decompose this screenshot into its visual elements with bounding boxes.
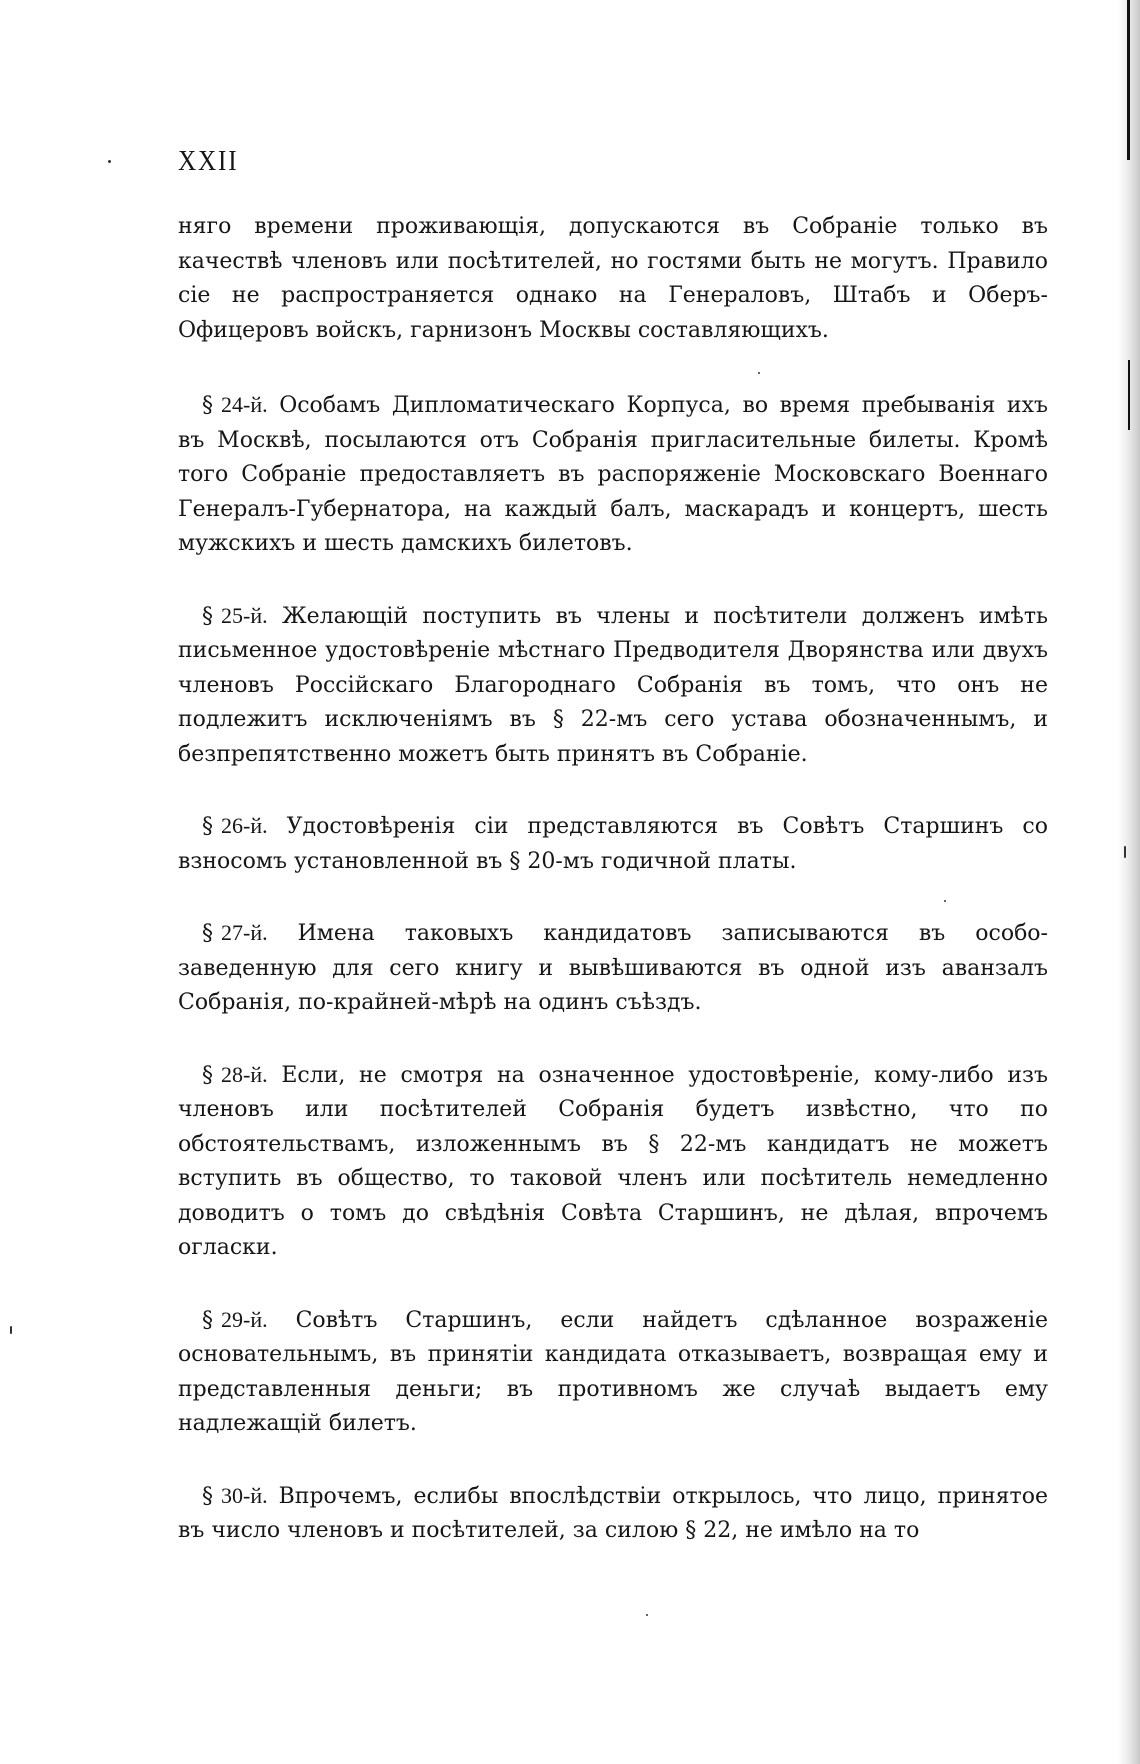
section-26: [178, 809, 1048, 879]
page-edge-shadow: [1118, 0, 1140, 1764]
paragraph-text: няго времени проживающія, допускаются въ Собраніе только въ качествѣ членовъ или посѣтителей, но гостями быть не могутъ. Правило сіе не распространяется однако на Генераловъ, Штабъ и Оберъ-Офицеровъ войскъ, гарнизонъ Москвы составляющихъ.: [178, 214, 1048, 343]
section-number: 25-й.: [221, 602, 268, 628]
section-number: 28-й.: [221, 1061, 268, 1087]
paragraph-text: Впрочемъ, еслибы впослѣдствіи открылось, что лицо, принятое въ число членовъ и посѣтителей, за силою § 22, не имѣло на то: [178, 1483, 1048, 1543]
paragraph-text: Желающій поступить въ члены и посѣтители долженъ имѣть письменное удостовѣреніе мѣстнаго Предводителя Дворянства или двухъ членовъ Россійскаго Благороднаго Собранія въ томъ, что онъ не подлежитъ исключеніямъ въ § 22-мъ сего устава обозначеннымъ, и безпрепятственно можетъ быть принятъ въ Собраніе.: [178, 603, 1049, 767]
section-number: 26-й.: [221, 813, 268, 838]
ink-speck: [108, 160, 111, 163]
section-number: 29-й.: [221, 1306, 268, 1332]
page-edge-line: [1128, 360, 1130, 430]
paragraph-text: Имена таковыхъ кандидатовъ записываются въ особо-заведенную для сего книгу и вывѣшиваются въ одной изъ аванзалъ Собранія, по-крайней-мѣрѣ на одинъ съѣздъ.: [178, 921, 1048, 1015]
section-sign: §: [202, 603, 213, 629]
page-edge-line: [1127, 0, 1130, 160]
section-25: [178, 599, 1048, 773]
section-sign: §: [202, 814, 213, 839]
paragraph-text: Удостовѣренія сіи представляются въ Совѣтъ Старшинъ со взносомъ установленной въ § 20-мъ годичной платы.: [178, 814, 1048, 874]
section-30: [178, 1479, 1048, 1549]
section-27: [178, 916, 1048, 1021]
paragraph-continuation: [178, 210, 1048, 348]
section-number: 30-й.: [221, 1482, 268, 1508]
paragraph-text: Особамъ Дипломатическаго Корпуса, во время пребыванія ихъ въ Москвѣ, посылаются отъ Собранія пригласительные билеты. Кромѣ того Собраніе предоставляетъ въ распоряженіе Московскаго Военнаго Генералъ-Губернатора, на каждый балъ, маскарадъ и концертъ, шесть мужскихъ и шесть дамскихъ билетовъ.: [178, 393, 1048, 556]
section-28: [178, 1058, 1048, 1266]
page-number-roman: XXII: [178, 146, 239, 177]
section-sign: §: [202, 1062, 213, 1088]
section-24: [178, 388, 1048, 562]
section-number: 24-й.: [221, 392, 268, 417]
ink-speck: [1124, 846, 1126, 858]
ink-speck: [10, 1326, 12, 1334]
section-sign: §: [202, 921, 213, 946]
section-sign: §: [202, 1483, 213, 1509]
paragraph-text: Совѣтъ Старшинъ, если найдетъ сдѣланное возраженіе основательнымъ, въ принятіи кандидата отказываетъ, возвращая ему и представленныя деньги; въ противномъ же случаѣ выдаетъ ему надлежащій билетъ.: [178, 1307, 1048, 1436]
section-number: 27-й.: [221, 920, 268, 945]
ink-speck: [646, 1614, 648, 1616]
body-text: [178, 210, 1048, 1586]
paragraph-text: Если, не смотря на означенное удостовѣреніе, кому-либо изъ членовъ или посѣтителей Собранія будетъ извѣстно, что по обстоятельствамъ, изложеннымъ въ § 22-мъ кандидатъ не можетъ вступить въ общество, то таковой членъ или посѣтитель немедленно доводитъ о томъ до свѣдѣнія Совѣта Старшинъ, не дѣлая, впрочемъ огласки.: [178, 1062, 1048, 1260]
section-29: [178, 1303, 1048, 1442]
section-sign: §: [202, 393, 213, 418]
section-sign: §: [202, 1307, 213, 1333]
